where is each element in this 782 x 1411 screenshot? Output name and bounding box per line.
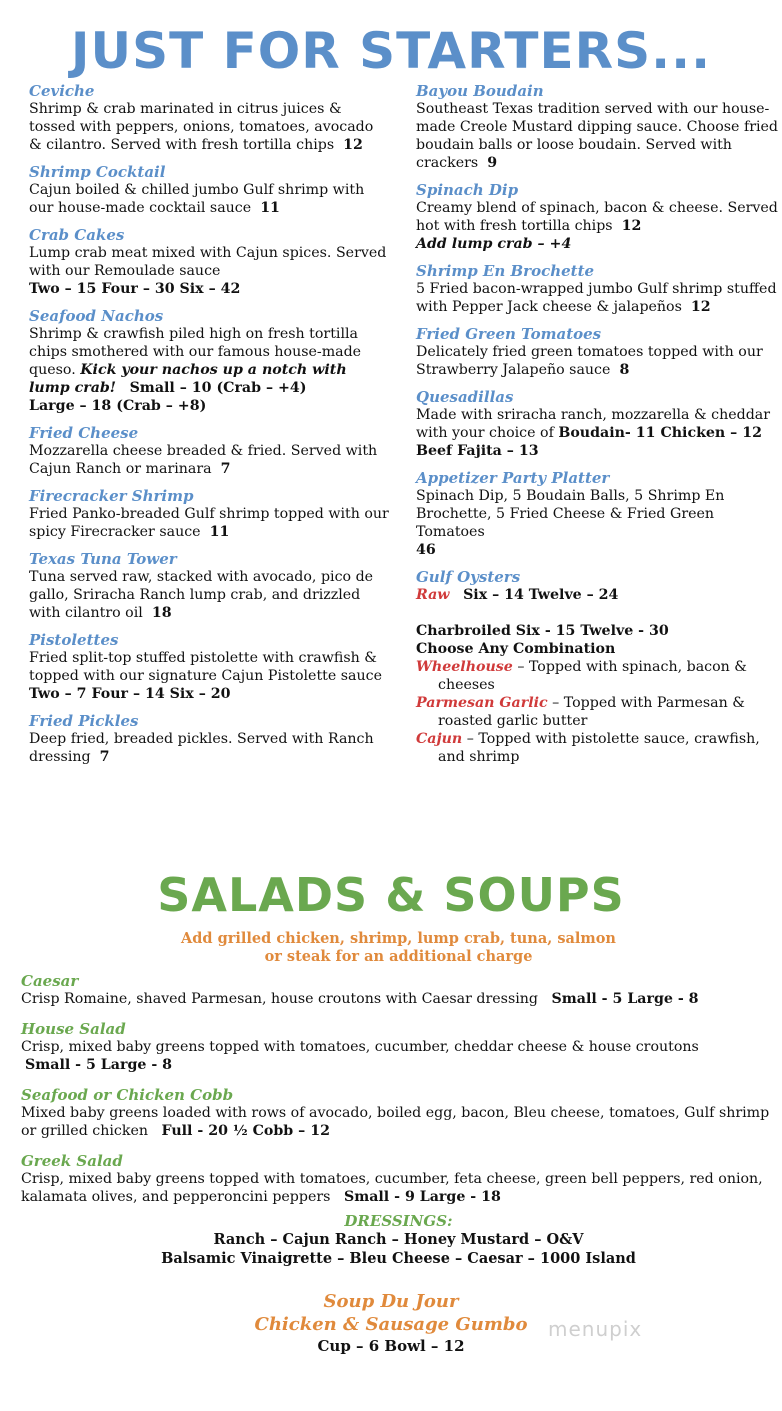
item-extra: Add lump crab – +4 [416,236,572,252]
menu-item [416,388,778,460]
menu-item [416,262,778,316]
item-title: Fried Pickles [29,712,139,730]
gumbo: Chicken & Sausage Gumbo [254,1314,528,1335]
item-desc: Fried Panko-breaded Gulf shrimp topped with our spicy Firecracker sauce [29,506,389,540]
starters-right-column [416,82,778,775]
oyster-option-name: Cajun [416,731,463,747]
item-emphasis: Kick your nachos up a notch with lump crab! [29,362,347,396]
item-price: 7 [99,749,110,765]
salad-item [21,1020,776,1074]
item-desc: Delicately fried green tomatoes topped with our Strawberry Jalapeño sauce [416,344,763,378]
item-title: Caesar [21,972,79,990]
item-title: Seafood Nachos [29,307,164,325]
salad-item [21,972,776,1008]
item-price: Small - 9 Large - 18 [343,1189,501,1205]
dressings [21,1212,776,1268]
dressings-line-1: Ranch – Cajun Ranch – Honey Mustard – O&V [213,1231,584,1248]
item-desc: Deep fried, breaded pickles. Served with Ranch dressing [29,731,374,765]
starters-heading: JUST FOR STARTERS... [70,22,712,80]
oyster-option-cont: and shrimp [438,749,520,765]
item-title: Fried Green Tomatoes [416,325,602,343]
item-price: Small – 10 (Crab – +4) [129,380,307,396]
menu-item [29,712,389,766]
item-title: Firecracker Shrimp [29,487,194,505]
watermark: menupix [548,1317,643,1341]
item-desc: Fried split-top stuffed pistolette with crawfish & topped with our signature Cajun Pistolette sauce [29,650,382,684]
salads-section [21,930,776,1268]
menu-item [29,424,389,478]
dressings-line-2: Balsamic Vinaigrette – Bleu Cheese – Caesar – 1000 Island [161,1250,636,1267]
item-price-2: Large – 18 (Crab – +8) [29,398,207,414]
item-title: Crab Cakes [29,226,125,244]
oysters-title: Gulf Oysters [416,568,521,586]
item-title: Bayou Boudain [416,82,544,100]
oysters-raw-label: Raw [416,587,450,603]
item-title: Shrimp Cocktail [29,163,166,181]
item-price: 9 [487,155,498,171]
item-desc: Cajun boiled & chilled jumbo Gulf shrimp with our house-made cocktail sauce [29,182,365,216]
item-title: Shrimp En Brochette [416,262,595,280]
item-price: 46 [416,542,436,558]
item-price: Full - 20 ½ Cobb – 12 [161,1123,330,1139]
salads-heading: SALADS & SOUPS [157,868,625,922]
item-price: Two – 7 Four – 14 Six – 20 [29,686,231,702]
item-price: 11 [209,524,230,540]
item-desc: Shrimp & crab marinated in citrus juices & tossed with peppers, onions, tomatoes, avocado & cilantro. Served with fresh tortilla chips [29,101,374,153]
salad-note [21,930,776,966]
item-desc: Spinach Dip, 5 Boudain Balls, 5 Shrimp En Brochette, 5 Fried Cheese & Fried Green Tomatoes [416,488,725,540]
menu-item [29,550,389,622]
item-desc: Made with sriracha ranch, mozzarella & cheddar with your choice of [416,407,771,441]
salad-item [21,1086,776,1140]
menu-item [29,631,389,703]
menu-item [29,307,389,415]
item-price: 8 [619,362,630,378]
item-desc: 5 Fried bacon-wrapped jumbo Gulf shrimp stuffed with Pepper Jack cheese & jalapeños [416,281,777,315]
item-desc: Crisp Romaine, shaved Parmesan, house croutons with Caesar dressing [21,991,538,1007]
salad-note-line-2: or steak for an additional charge [264,948,533,965]
item-price: Boudain- 11 Chicken – 12 [558,425,762,441]
oyster-option-name: Parmesan Garlic [416,695,548,711]
soup-price: Cup – 6 Bowl – 12 [317,1337,465,1355]
item-desc: Crisp, mixed baby greens topped with tomatoes, cucumber, cheddar cheese & house croutons [21,1039,699,1055]
starters-left-column [29,82,389,775]
item-price: 12 [621,218,642,234]
item-price: 18 [151,605,172,621]
salad-item [21,1152,776,1206]
oyster-option-desc: – Topped with pistolette sauce, crawfish, [462,731,760,747]
item-desc: Lump crab meat mixed with Cajun spices. Served with our Remoulade sauce [29,245,387,279]
item-price: Small - 5 Large - 8 [551,991,699,1007]
menu-item [416,181,778,253]
oyster-option-cont: cheeses [438,677,495,693]
item-title: Quesadillas [416,388,514,406]
oysters-raw-price: Six – 14 Twelve – 24 [463,587,619,603]
item-title: Greek Salad [21,1152,123,1170]
oyster-option-desc: – Topped with Parmesan & [547,695,745,711]
item-title: Seafood or Chicken Cobb [21,1086,234,1104]
menu-item [416,469,778,559]
oyster-option-desc: – Topped with spinach, bacon & [512,659,747,675]
soups-section [0,1290,782,1356]
item-desc: Mozzarella cheese breaded & fried. Served with Cajun Ranch or marinara [29,443,378,477]
item-title: Ceviche [29,82,95,100]
menu-item [416,325,778,379]
oyster-option-cont: roasted garlic butter [438,713,588,729]
menu-item [29,487,389,541]
item-price: 7 [220,461,231,477]
item-desc: Shrimp & crawfish piled high on fresh tortilla chips smothered with our famous house-made queso. [29,326,362,378]
item-desc: Southeast Texas tradition served with our house-made Creole Mustard dipping sauce. Choose fried boudain balls or loose boudain. Served with crackers [416,101,778,171]
item-title: Texas Tuna Tower [29,550,177,568]
menu-item [416,82,778,172]
oysters-charbroiled: Charbroiled Six - 15 Twelve - 30 [416,623,669,639]
item-title: Spinach Dip [416,181,519,199]
item-title: House Salad [21,1020,126,1038]
dressings-title: DRESSINGS: [344,1212,453,1230]
menu-item [29,82,389,154]
item-price: 12 [690,299,711,315]
item-desc: Tuna served raw, stacked with avocado, pico de gallo, Sriracha Ranch lump crab, and drizzled with cilantro oil [29,569,374,621]
item-title: Fried Cheese [29,424,139,442]
item-price: Two – 15 Four – 30 Six – 42 [29,281,241,297]
salad-note-line-1: Add grilled chicken, shrimp, lump crab, tuna, salmon [181,930,616,947]
item-desc: Crisp, mixed baby greens topped with tomatoes, cucumber, feta cheese, green bell peppers, red onion, kalamata olives, and pepperoncini peppers [21,1171,763,1205]
menu-item [29,163,389,217]
oyster-option-name: Wheelhouse [416,659,513,675]
item-title: Appetizer Party Platter [416,469,610,487]
item-price-2: Beef Fajita – 13 [416,443,539,459]
item-price: 11 [260,200,280,216]
item-desc: Creamy blend of spinach, bacon & cheese. Served hot with fresh tortilla chips [416,200,778,234]
menu-item [29,226,389,298]
item-title: Pistolettes [29,631,119,649]
oysters-combo: Choose Any Combination [416,641,616,657]
soup-du-jour: Soup Du Jour [323,1291,459,1312]
oysters-section [416,568,778,766]
item-price: Small - 5 Large - 8 [25,1057,173,1073]
item-desc: Mixed baby greens loaded with rows of avocado, boiled egg, bacon, Bleu cheese, tomatoes, Gulf shrimp or grilled chicken [21,1105,770,1139]
item-price: 12 [343,137,363,153]
